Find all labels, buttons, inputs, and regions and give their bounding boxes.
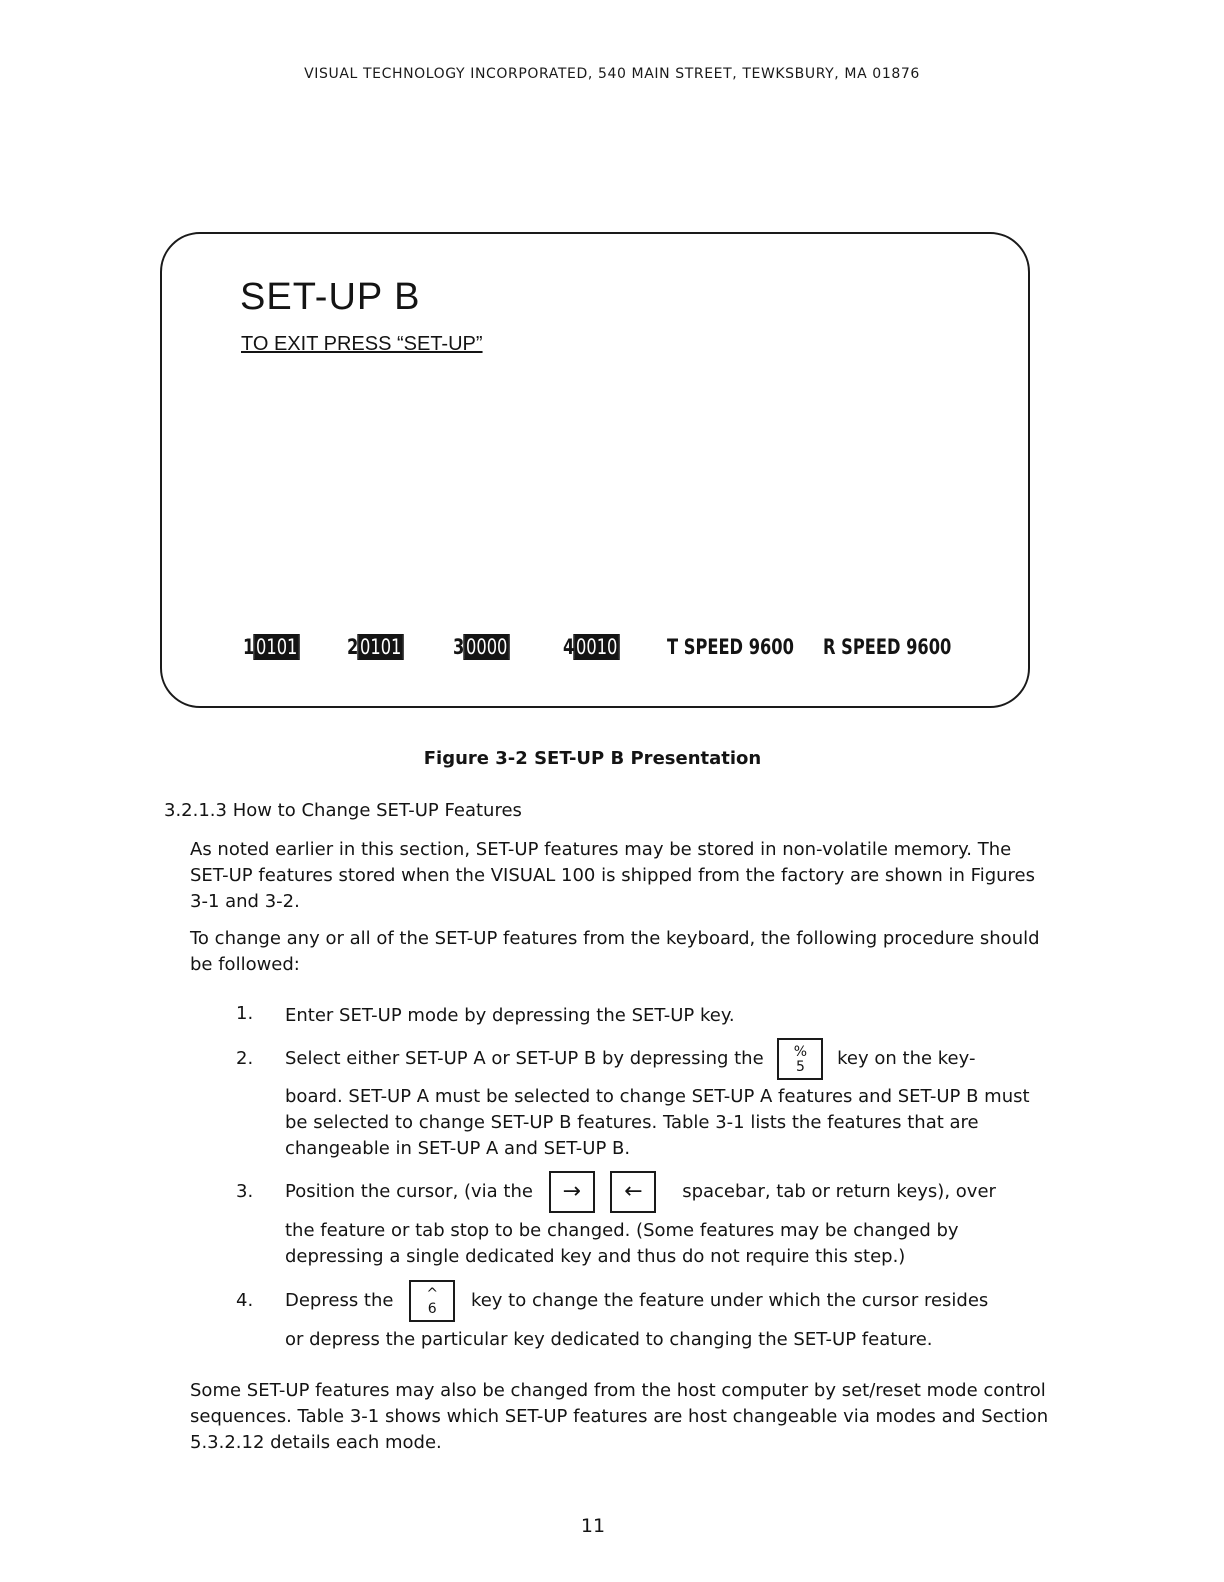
transmit-speed: T SPEED 9600 [667,635,794,659]
group-label: 2 [347,635,359,659]
key-bottom-legend: 5 [795,1059,805,1075]
percent-5-key-icon [777,1038,823,1080]
step-4-line [285,1279,1045,1323]
section-heading: 3.2.1.3 How to Change SET-UP Features [164,800,522,821]
setup-group-2 [347,635,403,659]
setup-group-1 [243,635,299,659]
group-label: 4 [563,635,575,659]
step-3-text-after: spacebar, tab or return keys), over [682,1181,996,1202]
group-label: 3 [453,635,465,659]
step-3-line [285,1170,1045,1214]
step-2-text-before: Select either SET-UP A or SET-UP B by depressing the [285,1048,764,1069]
key-top-legend: ^ [426,1286,439,1302]
exit-instruction: TO EXIT PRESS “SET-UP” [241,333,483,355]
step-number: 3. [236,1181,254,1202]
step-number: 1. [236,1003,254,1024]
setup-b-title: SET-UP B [240,276,421,318]
group-value: 0101 [360,635,402,659]
figure-caption: Figure 3-2 SET-UP B Presentation [423,748,762,769]
right-arrow-key-icon: → [549,1171,595,1213]
step-3-text-before: Position the cursor, (via the [285,1181,533,1202]
group-value: 0010 [576,635,618,659]
setup-group-3 [453,635,509,659]
group-value: 0101 [256,635,298,659]
paragraph-host-changeable: Some SET-UP features may also be changed from the host computer by set/reset mode control sequences. Table 3-1 shows which SET-UP features are host changeable via modes and Section 5.3.2.12 details each mode. [190,1380,1049,1453]
receive-speed: R SPEED 9600 [823,635,952,659]
group-value: 0000 [466,635,508,659]
step-2-text-rest: board. SET-UP A must be selected to change SET-UP A features and SET-UP B must be selected to change SET-UP B features. Table 3-1 lists the features that are changeable in SET-UP A and SET-UP B. [285,1086,1030,1159]
step-3-text-rest: the feature or tab stop to be changed. (Some features may be changed by depressing a single dedicated key and thus do not require this step.) [285,1220,959,1267]
paragraph-procedure-intro: To change any or all of the SET-UP features from the keyboard, the following procedure should be followed: [190,928,1040,975]
group-label: 1 [243,635,255,659]
left-arrow-key-icon: ← [610,1171,656,1213]
key-bottom-legend: 6 [427,1301,437,1317]
step-number: 4. [236,1290,254,1311]
step-4-text-rest: or depress the particular key dedicated to changing the SET-UP feature. [285,1329,933,1350]
step-4-text-after: key to change the feature under which the cursor resides [470,1290,989,1311]
step-4-text-before: Depress the [285,1290,394,1311]
key-top-legend: % [793,1044,808,1060]
step-2-line [285,1037,1045,1081]
step-2-text-after: key on the key- [837,1048,976,1069]
page-header: VISUAL TECHNOLOGY INCORPORATED, 540 MAIN STREET, TEWKSBURY, MA 01876 [304,66,920,82]
paragraph-nonvolatile: As noted earlier in this section, SET-UP features may be stored in non-volatile memory. The SET-UP features stored when the VISUAL 100 is shipped from the factory are shown in Figures 3-1 and 3-2. [190,839,1035,912]
step-number: 2. [236,1048,254,1069]
caret-6-key-icon [409,1280,455,1322]
setup-group-4 [563,635,619,659]
page-number: 11 [580,1515,606,1537]
step-1-text: Enter SET-UP mode by depressing the SET-UP key. [285,1005,735,1026]
